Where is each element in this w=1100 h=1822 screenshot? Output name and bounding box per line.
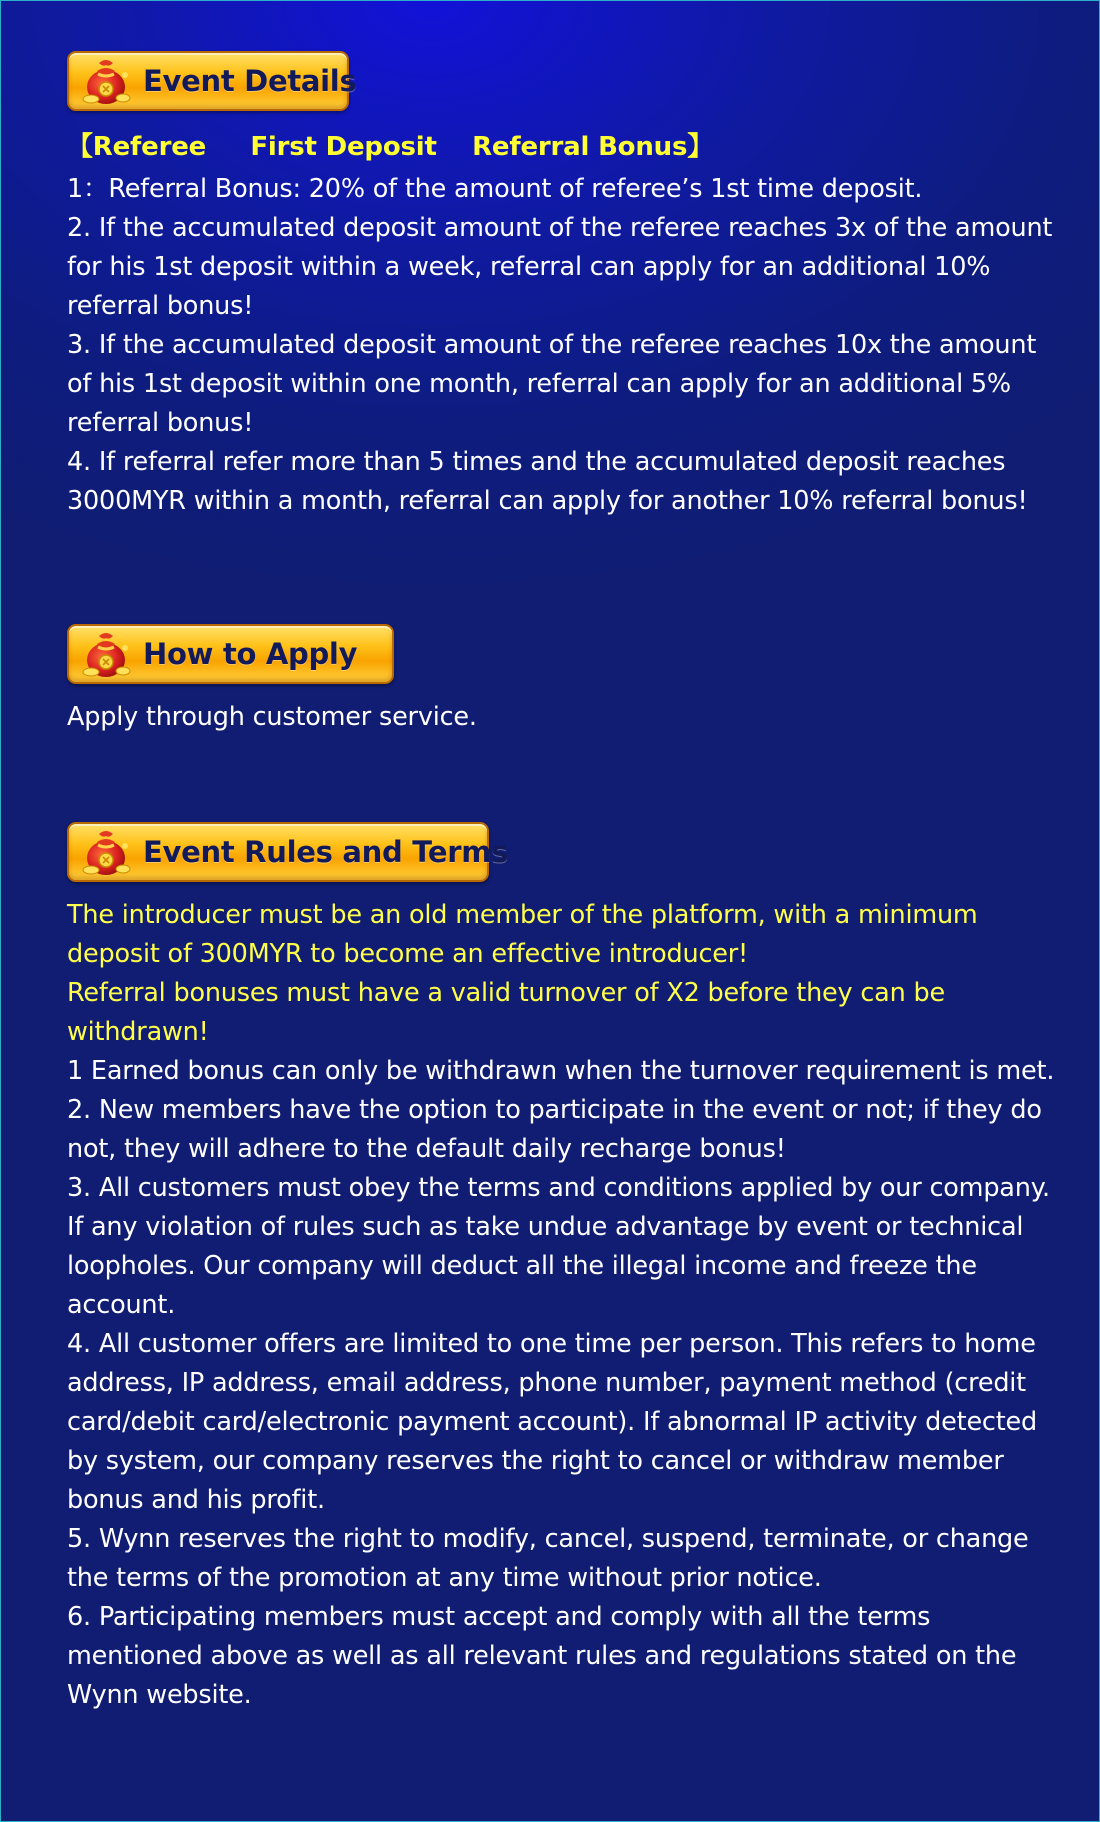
event-details-badge — [67, 51, 357, 111]
rules-item: 1 Earned bonus can only be withdrawn when the turnover requirement is met. — [67, 1056, 1055, 1086]
rules-badge — [67, 822, 509, 882]
how-to-apply-badge — [67, 624, 394, 684]
rules-title: Event Rules and Terms — [143, 835, 509, 869]
rules-item: 3. All customers must obey the terms and conditions applied by our company. If any violation of rules such as take undue advantage by event or technical loopholes. Our company will deduct all the illegal income and freeze the account. — [67, 1173, 1050, 1320]
how-to-apply-section — [67, 624, 1057, 737]
event-detail-item: 4. If referral refer more than 5 times and the accumulated deposit reaches 3000MYR within a month, referral can apply for another 10% referral bonus! — [67, 447, 1028, 516]
rules-item: 2. New members have the option to participate in the event or not; if they do not, they will adhere to the default daily recharge bonus! — [67, 1095, 1042, 1164]
event-detail-item: 1：Referral Bonus: 20% of the amount of referee’s 1st time deposit. — [67, 174, 923, 204]
event-detail-item: 2. If the accumulated deposit amount of the referee reaches 3x of the amount for his 1st deposit within a week, referral can apply for an additional 10% referral bonus! — [67, 213, 1053, 321]
rules-item: 6. Participating members must accept and comply with all the terms mentioned above as well as all relevant rules and regulations stated on the Wynn website. — [67, 1602, 1017, 1710]
rules-section — [67, 822, 1057, 1715]
event-details-title: Event Details — [143, 64, 357, 98]
money-bag-icon — [79, 53, 135, 109]
event-details-section — [67, 51, 1057, 521]
event-subheading: 【Referee First Deposit Referral Bonus】 — [67, 132, 714, 162]
how-to-apply-title: How to Apply — [143, 637, 358, 671]
event-detail-item: 3. If the accumulated deposit amount of the referee reaches 10x the amount of his 1st deposit within one month, referral can apply for an additional 5% referral bonus! — [67, 330, 1037, 438]
money-bag-icon — [79, 824, 135, 880]
money-bag-icon — [79, 626, 135, 682]
rules-highlight: The introducer must be an old member of the platform, with a minimum deposit of 300MYR to become an effective introducer! — [67, 900, 978, 969]
rules-item: 5. Wynn reserves the right to modify, cancel, suspend, terminate, or change the terms of the promotion at any time without prior notice. — [67, 1524, 1029, 1593]
rules-highlight: Referral bonuses must have a valid turnover of X2 before they can be withdrawn! — [67, 978, 945, 1047]
how-to-apply-text: Apply through customer service. — [67, 702, 477, 732]
rules-item: 4. All customer offers are limited to one time per person. This refers to home address, IP address, email address, phone number, payment method (credit card/debit card/electronic payment account). If abnormal IP activity detected by system, our company reserves the right to cancel or withdraw member bonus and his profit. — [67, 1329, 1038, 1515]
